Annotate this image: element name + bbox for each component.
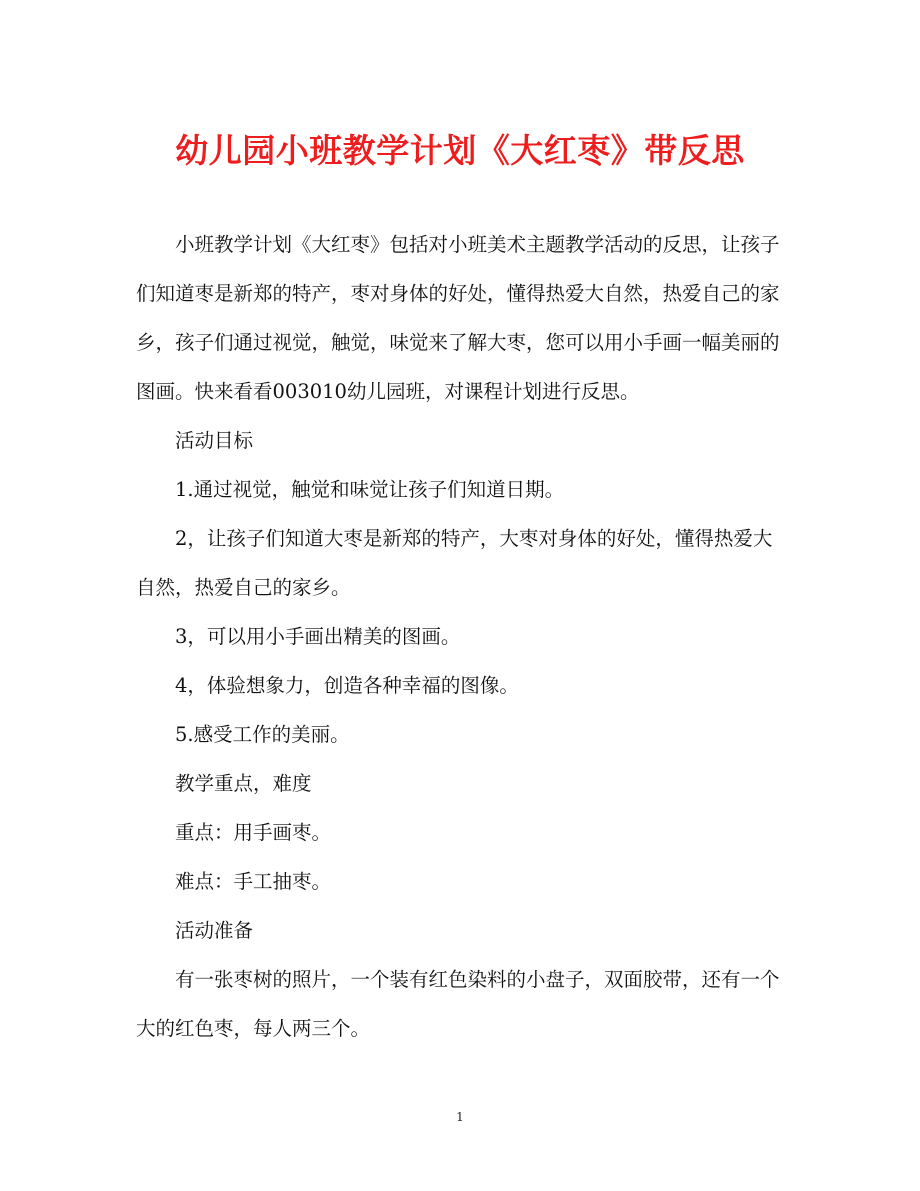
- intro-paragraph: 小班教学计划《大红枣》包括对小班美术主题教学活动的反思，让孩子们知道枣是新郑的特产，枣对身体的好处，懂得热爱大自然，热爱自己的家乡，孩子们通过视觉，触觉，味觉来了解大枣，您可以用小手画一幅美丽的图画。快来看看003010幼儿园班，对课程计划进行反思。: [136, 233, 780, 403]
- page-number: 1: [456, 1110, 464, 1124]
- document-body: [136, 220, 786, 1053]
- focus-difficulty: 难点：手工抽枣。: [175, 870, 332, 893]
- goal-item-4: 4，体验想象力，创造各种幸福的图像。: [175, 674, 519, 697]
- goal-item-2: 2，让孩子们知道大枣是新郑的特产，大枣对身体的好处，懂得热爱大自然，热爱自己的家乡。: [136, 527, 773, 599]
- page-title: 幼儿园小班教学计划《大红枣》带反思: [175, 131, 745, 170]
- goal-item-1: 1.通过视觉，触觉和味觉让孩子们知道日期。: [175, 478, 565, 501]
- goal-item-3: 3，可以用小手画出精美的图画。: [175, 625, 461, 648]
- goal-item-5: 5.感受工作的美丽。: [175, 723, 350, 746]
- preparation-paragraph: 有一张枣树的照片，一个装有红色染料的小盘子，双面胶带，还有一个大的红色枣，每人两三个。: [136, 968, 780, 1040]
- section-heading-focus: 教学重点，难度: [175, 772, 312, 795]
- section-heading-goals: 活动目标: [175, 429, 254, 452]
- focus-key-point: 重点：用手画枣。: [175, 821, 332, 844]
- section-heading-preparation: 活动准备: [175, 919, 254, 942]
